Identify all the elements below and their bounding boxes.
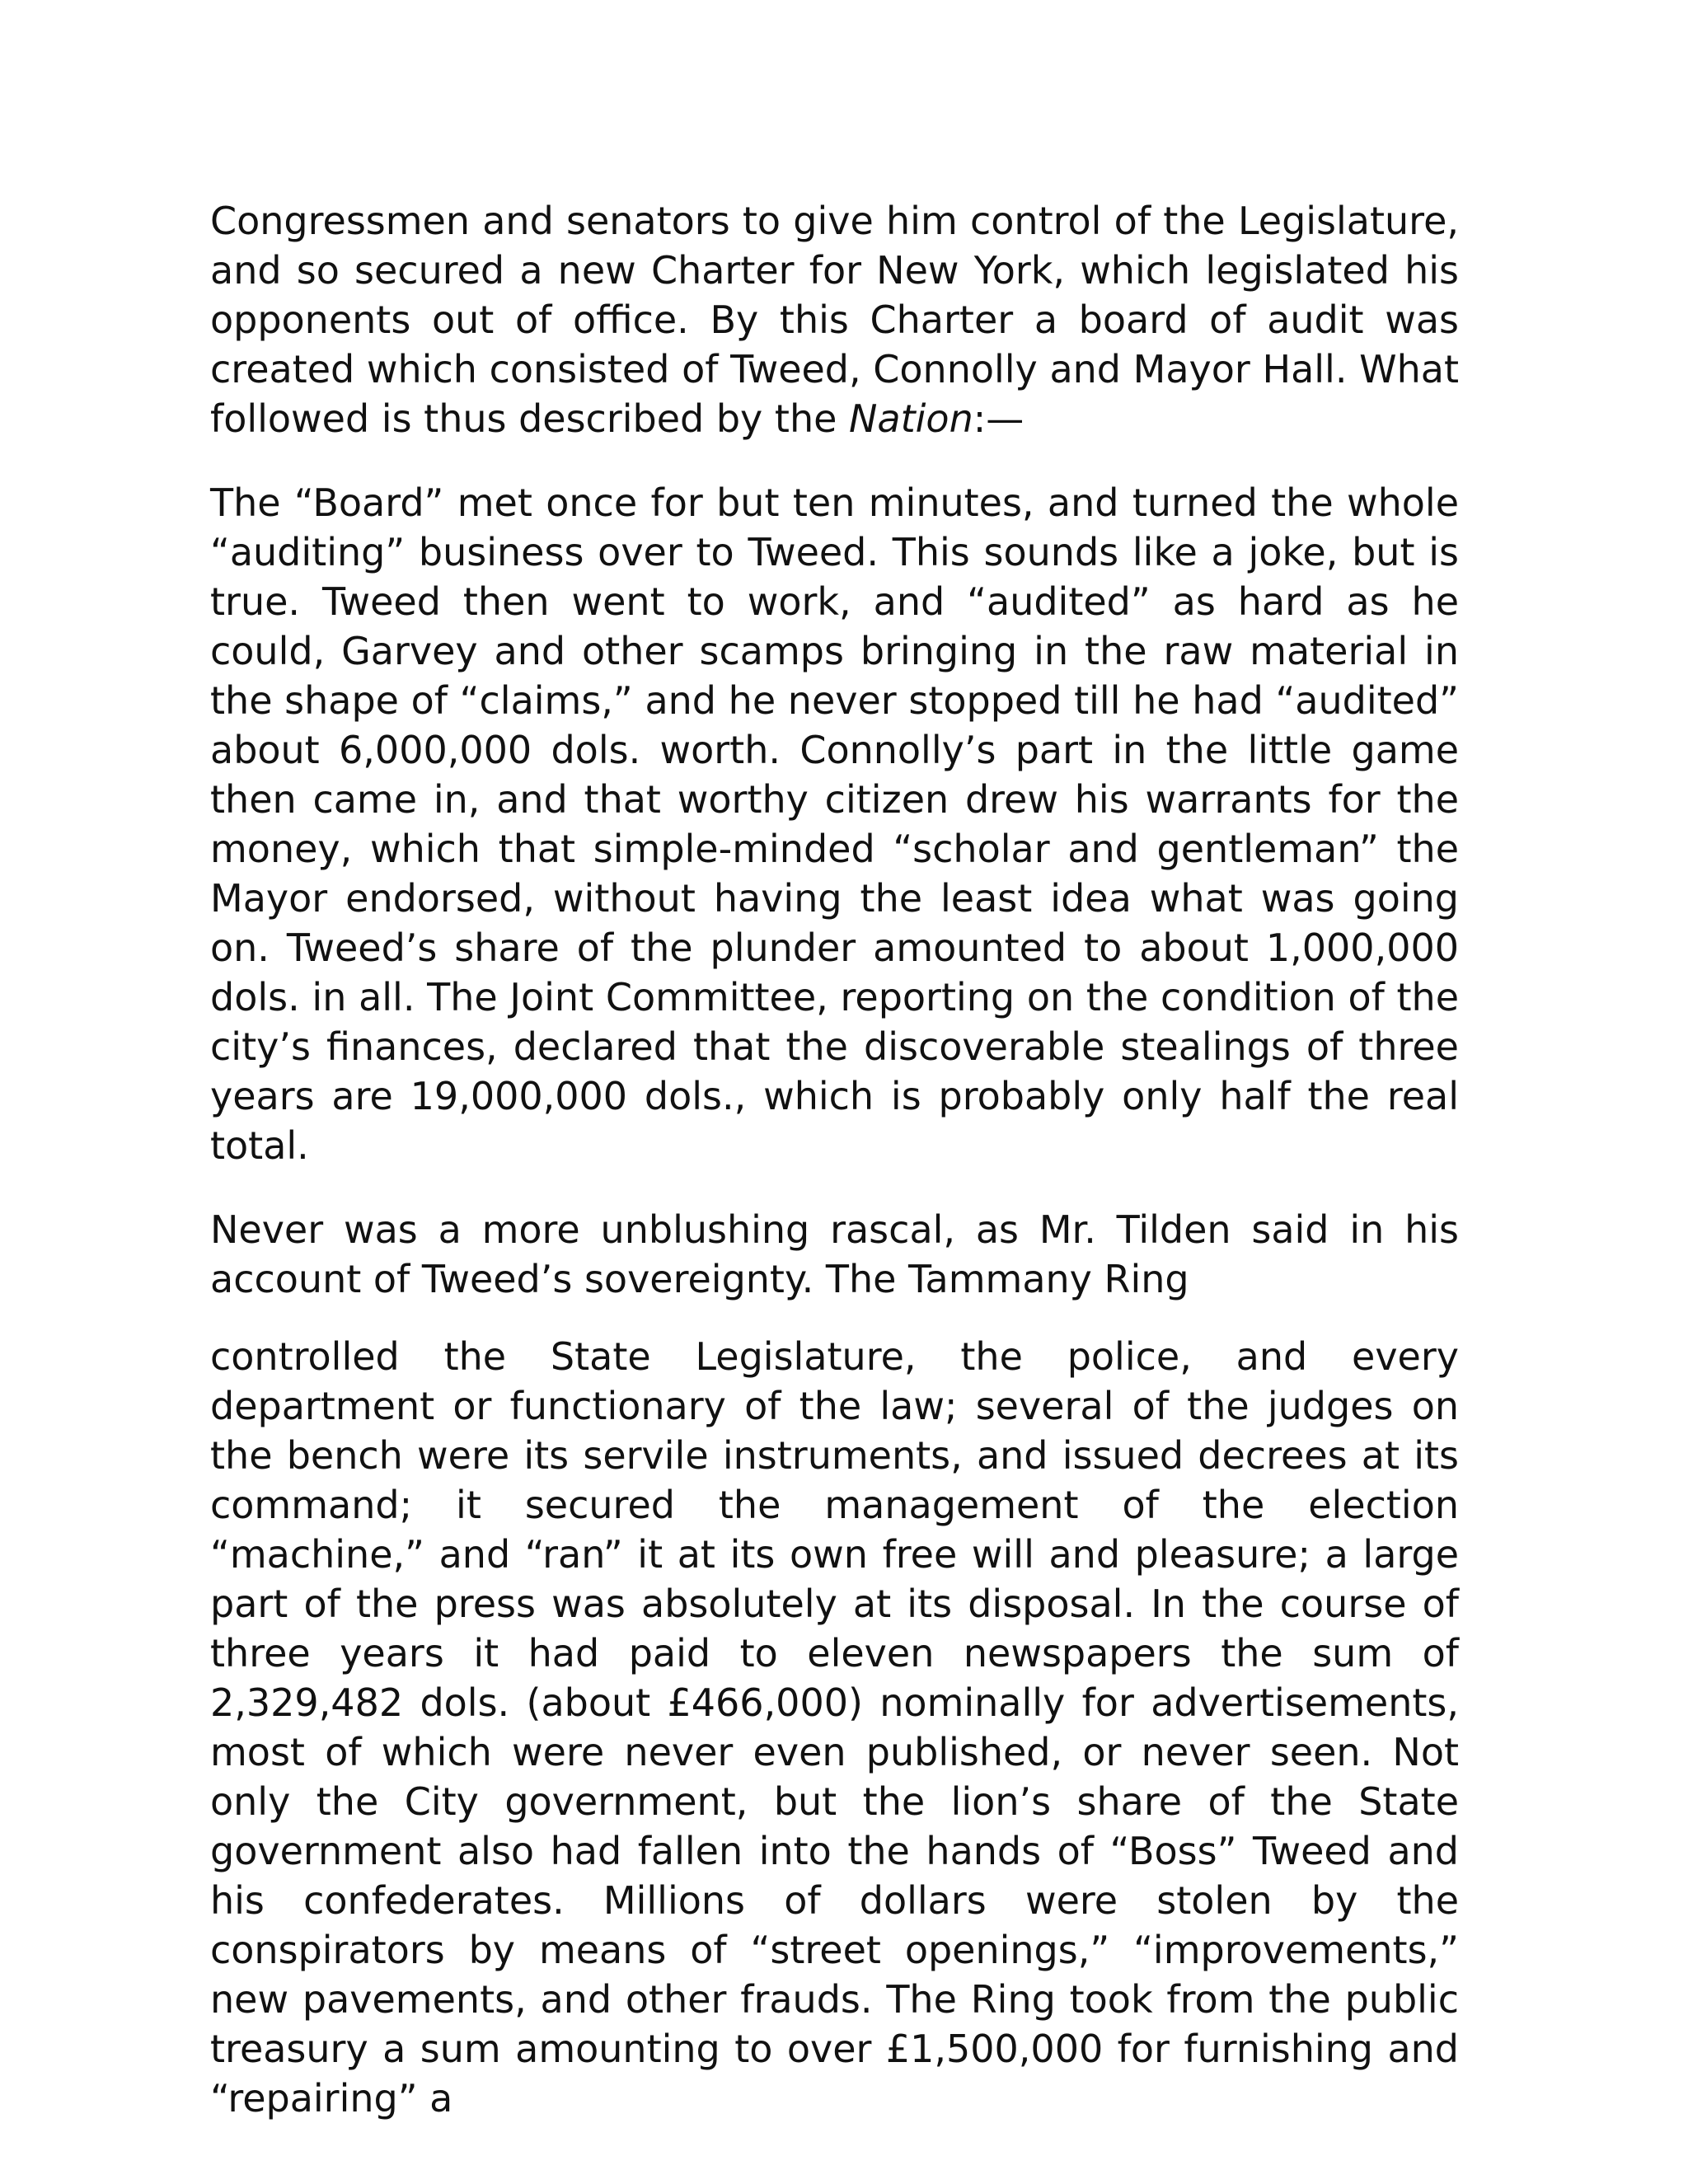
paragraph-charter-text: Congressmen and senators to give him control of the Legislature, and so secured a new Charter for New York, which legislated his opponents out of office. By this Charter a board of audit was created which consisted of Tweed, Connolly and Mayor Hall. What followed is thus described by the — [210, 199, 1459, 441]
paragraph-tammany-control: controlled the State Legislature, the police, and every department or functionary of the law; several of the judges on the bench were its servile instruments, and issued decrees at its command; it secured the management of the election “machine,” and “ran” it at its own free will and pleasure; a large part of the press was absolutely at its disposal. In the course of three years it had paid to eleven newspapers the sum of 2,329,482 dols. (about £466,000) nominally for advertisements, most of which were never even published, or never seen. Not only the City government, but the lion’s share of the State government also had fallen into the hands of “Boss” Tweed and his confederates. Millions of dollars were stolen by the conspirators by means of “street openings,” “improvements,” new pavements, and other frauds. The Ring took from the public treasury a sum amounting to over £1,500,000 for furnishing and “repairing” a — [210, 1334, 1459, 2121]
paragraph-board-audit: The “Board” met once for but ten minutes, and turned the whole “auditing” business over to Tweed. This sounds like a joke, but is true. Tweed then went to work, and “audited” as hard as he could, Garvey and other scamps bringing in the raw material in the shape of “claims,” and he never stopped till he had “audited” about 6,000,000 dols. worth. Connolly’s part in the little game then came in, and that worthy citizen drew his warrants for the money, which that simple-minded “scholar and gentleman” the Mayor endorsed, without having the least idea what was going on. Tweed’s share of the plunder amounted to about 1,000,000 dols. in all. The Joint Committee, reporting on the condition of the city’s finances, declared that the discoverable stealings of three years are 19,000,000 dols., which is probably only half the real total. — [210, 480, 1459, 1168]
nation-title: Nation — [849, 396, 973, 441]
paragraph-charter — [210, 196, 1459, 443]
paragraph-charter-end: :— — [973, 396, 1025, 441]
page-body — [210, 196, 1459, 2123]
paragraph-unblushing-rascal: Never was a more unblushing rascal, as Mr. Tilden said in his account of Tweed’s sovereignty. The Tammany Ring — [210, 1207, 1459, 1301]
